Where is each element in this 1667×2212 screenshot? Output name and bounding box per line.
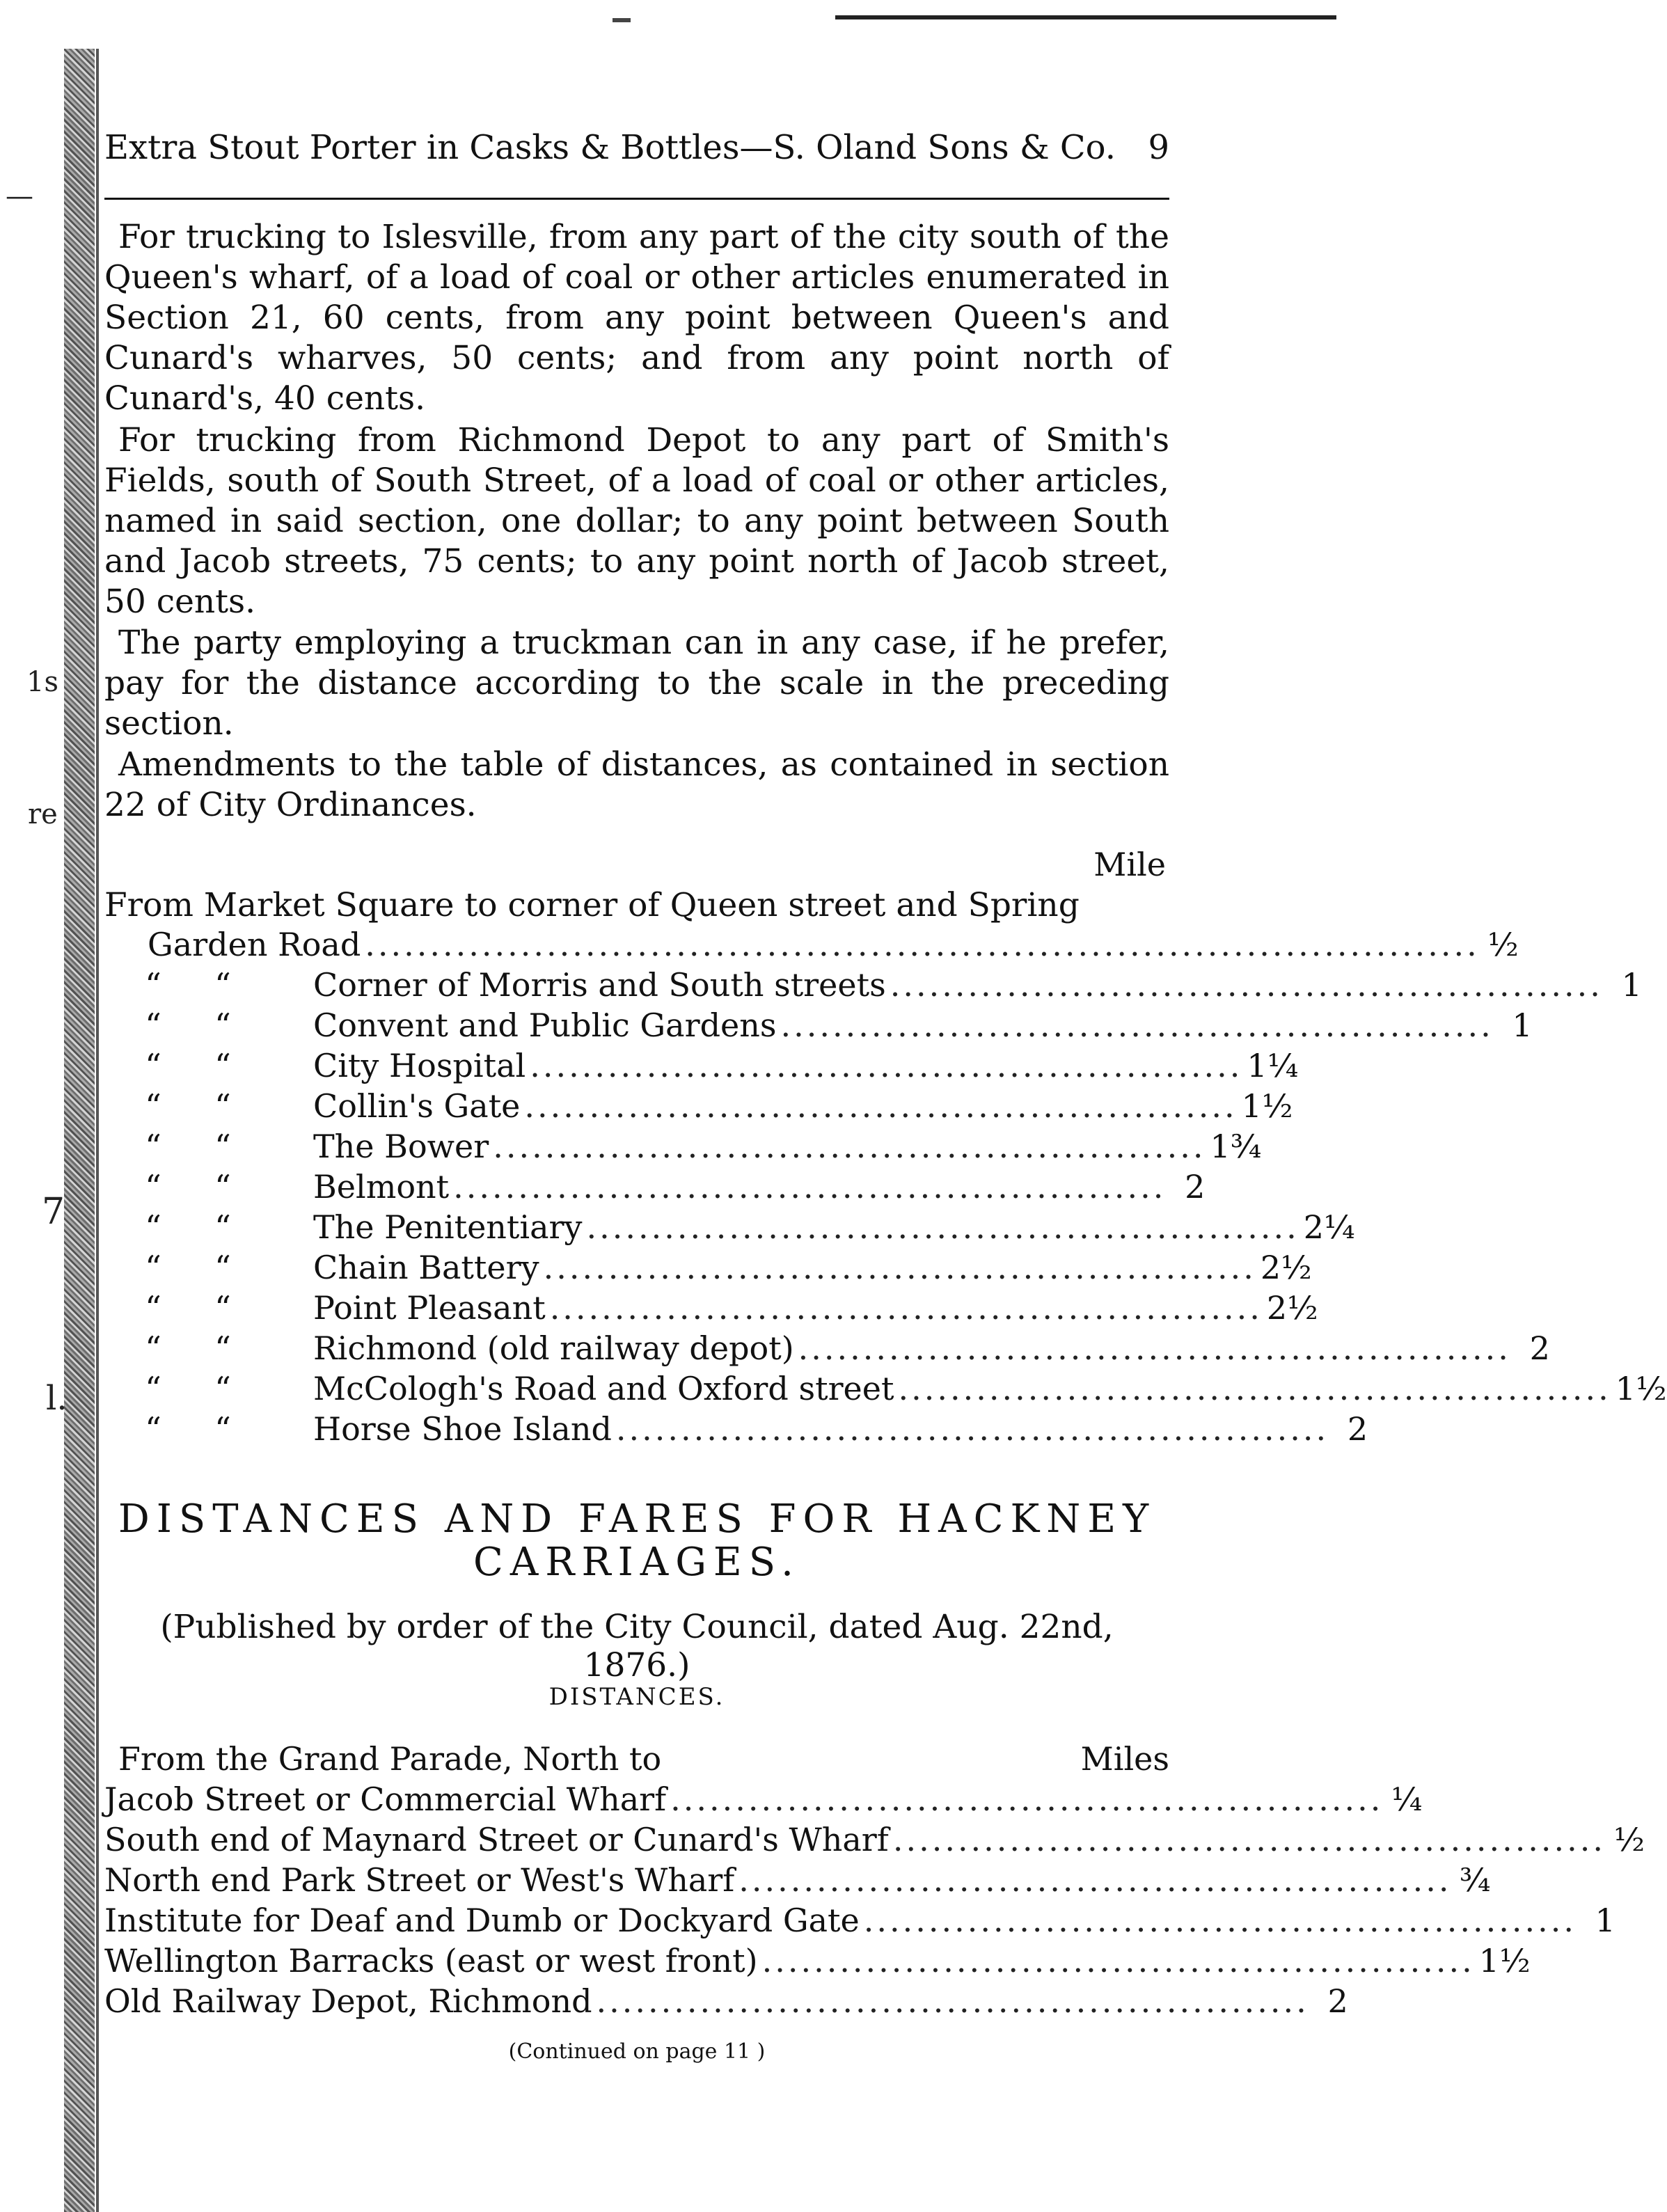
ditto-mark: “ [145,1006,161,1044]
ditto-mark: “ [145,1128,161,1165]
page-number: 9 [1148,128,1169,167]
ditto-mark: “ [145,1370,161,1407]
ditto-mark: “ [145,966,161,1004]
table-row [104,1370,1667,1410]
place-name: Old Railway Depot, Richmond [104,1982,592,2020]
distance-value: 2¼ [1303,1208,1355,1246]
distance-value: 2½ [1266,1289,1318,1327]
ditto-mark: “ [214,1329,231,1367]
distance-value: 2 [1185,1168,1206,1206]
place-name: Horse Shoe Island [313,1410,612,1448]
binding-strip [64,49,95,2212]
ditto-mark: “ [145,1249,161,1286]
paragraph-richmond: For trucking from Richmond Depot to any part of Smith's Fields, south of South Street, of a load of coal or other articles, named in said section, one dollar; to any point between South and Jacob streets, 75 cents; to any point north of Jacob street, 50 cents. [104,421,1169,621]
place-name: Chain Battery [313,1249,539,1286]
ditto-mark: “ [214,1249,231,1286]
margin-mark-4: 7 [42,1191,65,1233]
ditto-mark: “ [214,1047,231,1084]
table-row [104,1168,1206,1208]
distance-value: 1½ [1615,1370,1667,1407]
header-rule [104,198,1169,200]
table-row [104,1780,1423,1821]
table-row [104,1861,1491,1902]
table-row [104,1410,1368,1451]
top-rule [835,15,1336,19]
ditto-mark: “ [145,1289,161,1327]
table-row [104,1289,1318,1329]
ditto-mark: “ [145,1410,161,1448]
ditto-mark: “ [214,1370,231,1407]
table2-intro-row [104,1740,1169,1780]
ditto-mark: “ [214,1087,231,1125]
distance-value: 1½ [1478,1942,1531,1980]
table-row [104,926,1519,966]
table-row [104,1821,1645,1861]
leader-dots: ....................................................... [670,1780,1384,1818]
paragraph-party: The party employing a truckman can in any case, if he prefer, pay for the distance according to the scale in the preceding section. [104,624,1169,743]
leader-dots: ....................................................... [761,1942,1475,1980]
leader-dots: ....................................................... [530,1047,1243,1084]
top-mark [613,18,631,22]
margin-mark-1: — [6,180,33,212]
table-row [104,1006,1533,1047]
ditto-mark: “ [145,1087,161,1125]
place-name: Corner of Morris and South streets [313,966,886,1004]
distance-value: 2½ [1260,1249,1312,1286]
leader-dots: ....................................................... [493,1128,1206,1165]
table2-intro: From the Grand Parade, North to [118,1740,662,1778]
paragraph-islesville: For trucking to Islesville, from any part of the city south of the Queen's wharf, of a load of coal or other articles enumerated in Section 21, 60 cents, from any point between Queen's and Cunard's wharves, 50 cents; and from any point north of Cunard's, 40 cents. [104,218,1169,418]
ditto-mark: “ [214,1410,231,1448]
leader-dots: ....................................................... [596,1982,1309,2020]
place-name: Convent and Public Gardens [313,1006,777,1044]
margin-mark-2: 1s [26,666,58,698]
table-row [104,1982,1348,2023]
distance-value: 2 [1529,1329,1550,1367]
ditto-mark: “ [214,966,231,1004]
ditto-mark: “ [214,1168,231,1206]
paragraph-amendments: Amendments to the table of distances, as contained in section 22 of City Ordinances. [104,745,1169,824]
margin-mark-5: l. [46,1379,68,1418]
continued-note: (Continued on page 11 ) [508,2039,766,2064]
distance-value: 1 [1595,1902,1615,1939]
ditto-mark: “ [214,1208,231,1246]
header-title: Extra Stout Porter in Casks & Bottles—S. Oland Sons & Co. [104,128,1116,167]
place-name: Institute for Deaf and Dumb or Dockyard Gate [104,1902,860,1939]
place-name: Jacob Street or Commercial Wharf [104,1780,667,1818]
place-name: Point Pleasant [313,1289,546,1327]
leader-dots: ....................................................... [738,1861,1452,1899]
place-name: Wellington Barracks (east or west front) [104,1942,758,1980]
table-row [104,966,1642,1006]
mile-column-header: Mile [1093,846,1166,883]
table-row [104,1128,1262,1168]
distance-value: 1¼ [1247,1047,1299,1084]
distance-value: 1 [1621,966,1642,1004]
section-title-line2: CARRIAGES. [473,1540,800,1585]
table1-intro: From Market Square to corner of Queen street and Spring [104,886,1080,924]
ditto-mark: “ [214,1006,231,1044]
leader-dots: ....................................................... [892,1821,1606,1858]
place-name: North end Park Street or West's Wharf [104,1861,735,1899]
distance-value: ¼ [1391,1780,1423,1818]
leader-dots: ....................................................... [780,1006,1494,1044]
distance-value: 1¾ [1210,1128,1262,1165]
place-name: Richmond (old railway depot) [313,1329,794,1367]
ditto-mark: “ [214,1128,231,1165]
place-name: McCologh's Road and Oxford street [313,1370,894,1407]
table-row [104,1087,1293,1128]
published-note: (Published by order of the City Council, dated Aug. 22nd, 1876.) [160,1608,1114,1684]
ditto-mark: “ [145,1168,161,1206]
place-name: South end of Maynard Street or Cunard's Wharf [104,1821,889,1858]
distance-value: 1½ [1241,1087,1293,1125]
place-name: The Penitentiary [313,1208,583,1246]
margin-mark-3: re [28,798,58,830]
distance-value: 2 [1327,1982,1348,2020]
distance-value: 2 [1347,1410,1368,1448]
ditto-mark: “ [145,1329,161,1367]
leader-dots: ....................................................... [453,1168,1167,1206]
running-header [104,128,1169,177]
table-row [104,1047,1299,1087]
distance-value: ½ [1613,1821,1645,1858]
miles-column-header: Miles [1080,1740,1169,1778]
ditto-mark: “ [145,1047,161,1084]
place-name: City Hospital [313,1047,526,1084]
leader-dots: ....................................................... [586,1208,1299,1246]
distance-value: ½ [1487,926,1519,963]
leader-dots: ...................................................................................... [365,926,1480,963]
ditto-mark: “ [214,1289,231,1327]
leader-dots: ....................................................... [863,1902,1577,1939]
leader-dots: ....................................................... [549,1289,1263,1327]
place-name: Garden Road [148,926,361,963]
leader-dots: ....................................................... [890,966,1603,1004]
table-row [104,1208,1355,1249]
leader-dots: ....................................................... [543,1249,1256,1286]
table-row [104,1329,1550,1370]
leader-dots: ....................................................... [615,1410,1329,1448]
place-name: Collin's Gate [313,1087,521,1125]
distances-label: DISTANCES. [548,1683,725,1711]
table-row [104,1249,1312,1289]
leader-dots: ....................................................... [798,1329,1511,1367]
distance-value: ¾ [1459,1861,1491,1899]
ditto-mark: “ [145,1208,161,1246]
place-name: Belmont [313,1168,450,1206]
binding-edge [96,49,99,2212]
place-name: The Bower [313,1128,489,1165]
table-row [104,1902,1615,1942]
table-row [104,1942,1531,1982]
leader-dots: ....................................................... [898,1370,1611,1407]
leader-dots: ....................................................... [524,1087,1238,1125]
section-title-line1: DISTANCES AND FARES FOR HACKNEY [118,1496,1156,1542]
distance-value: 1 [1512,1006,1533,1044]
